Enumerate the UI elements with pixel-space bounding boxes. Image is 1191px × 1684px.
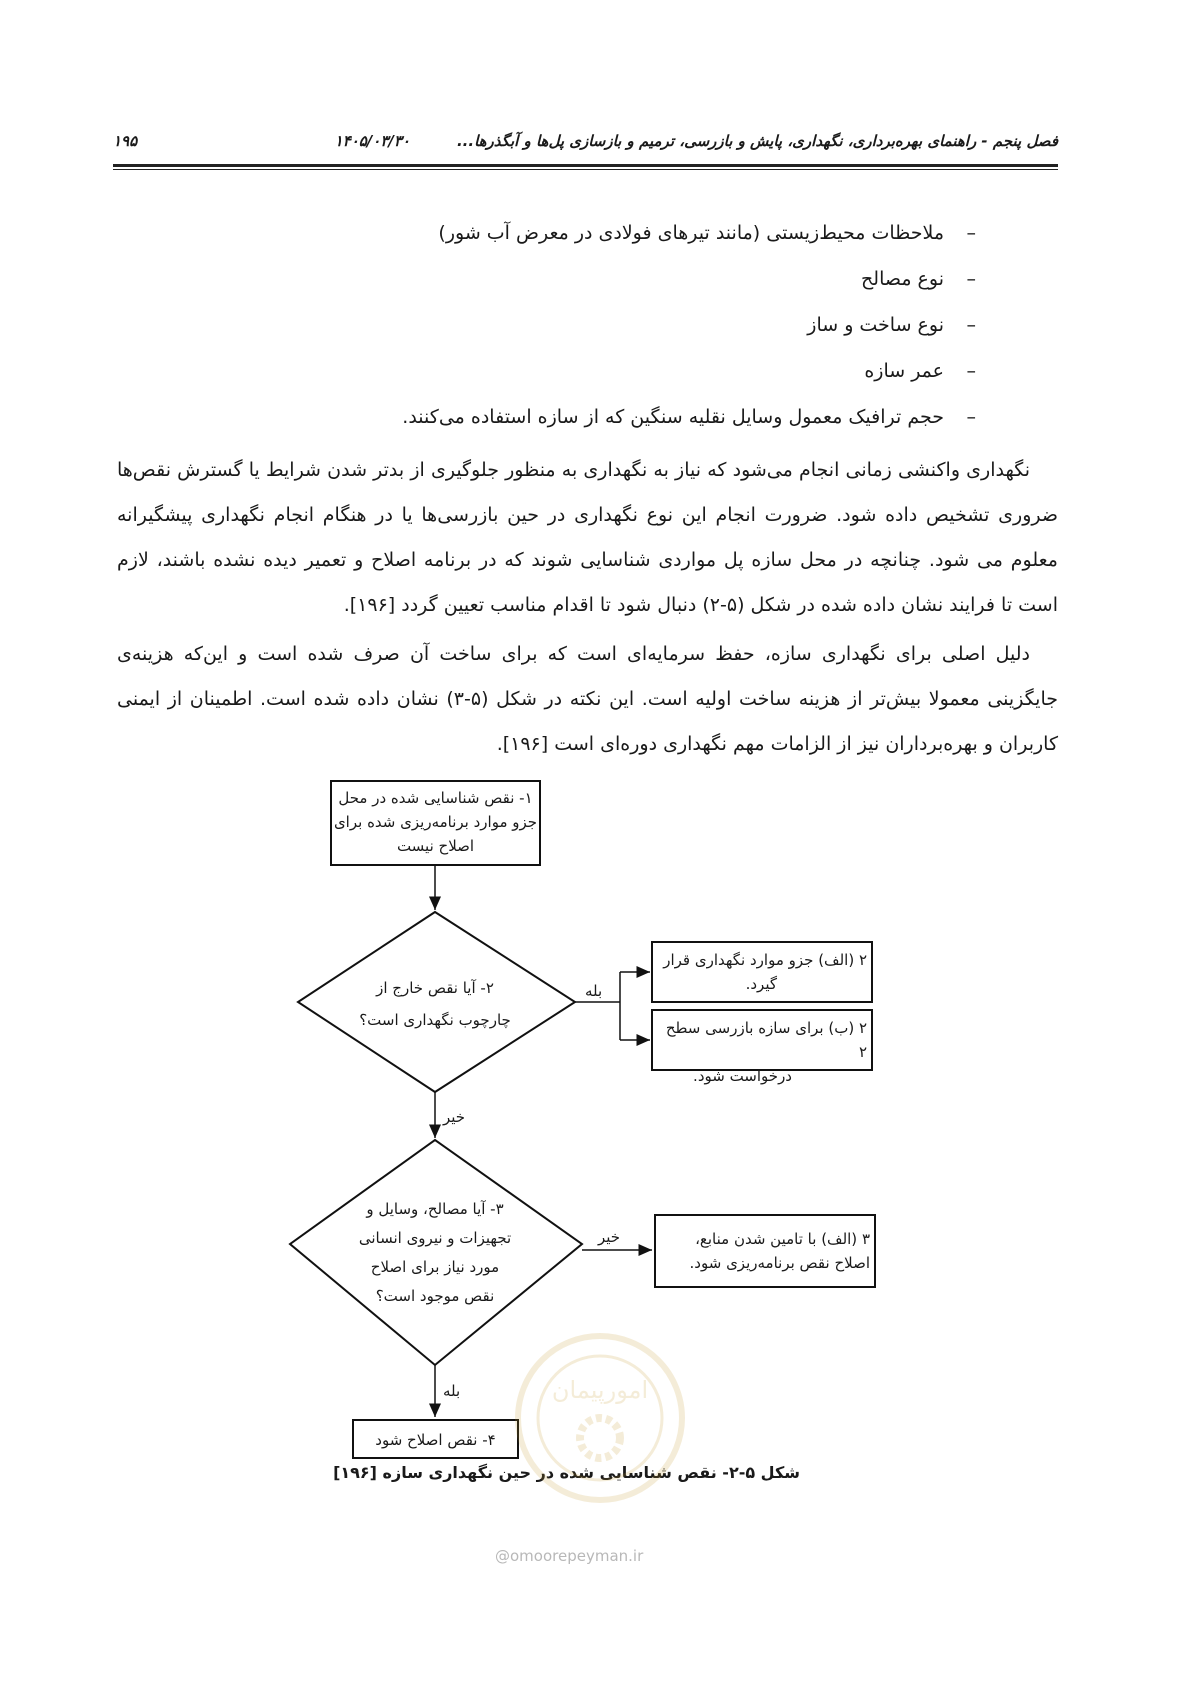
watermark-logo-icon [510,1328,690,1508]
watermark-site: @omoorepeyman.ir [495,1547,644,1565]
header-date: ۱۴۰۵/۰۳/۳۰ [334,132,410,150]
paragraph-maintenance-reason: دلیل اصلی برای نگهداری سازه، حفظ سرمایه‌ای است که برای ساخت آن صرف شده است و این‌که هزینه‌ی جایگزینی معمولا بیش‌تر از هزینه ساخت اولیه است. این نکته در شکل (۵-۳) نشان داده شده است. اطمینان از ایمنی کاربران و بهره‌برداران نیز از الزامات مهم نگهداری دوره‌ای است [۱۹۶]. [117,643,1058,755]
bullet-item: –نوع مصالح [861,268,976,290]
flow-label-no-1: خیر [443,1108,466,1126]
page-number: ۱۹۵ [113,132,138,150]
header-title: فصل پنجم - راهنمای بهره‌برداری، نگهداری، پایش و بازرسی، ترمیم و بازسازی پل‌ها و آبگذرها... [456,132,1058,150]
svg-text:امورپیمان: امورپیمان [551,1376,649,1404]
flow-box-2a-text: ۲ (الف) جزو موارد نگهداری قرار گیرد. [663,951,867,993]
flow-label-yes-2: بله [443,1382,461,1400]
flow-box-4-text: ۴- نقص اصلاح شود [375,1431,496,1449]
paragraph-reactive-maintenance: نگهداری واکنشی زمانی انجام می‌شود که نیاز به نگهداری به منظور جلوگیری از بدتر شدن شرایط یا گسترش نقص‌ها ضروری تشخیص داده شود. ضرورت انجام این نوع نگهداری در حین بازرسی‌ها یا در هنگام انجام نگهداری پیشگیرانه معلوم می شود. چنانچه در محل سازه پل مواردی شناسایی شوند که در برنامه اصلاح و تعمیر دیده نشده باشند، لازم است تا فرایند نشان داده شده در شکل (۵-۲) دنبال شود تا اقدام مناسب تعیین گردد [۱۹۶]. [117,459,1058,616]
flow-label-yes-1: بله [585,982,603,1000]
flow-diamond-3-text: ۳- آیا مصالح، وسایل و تجهیزات و نیروی انسانی مورد نیاز برای اصلاح نقص موجود است؟ [358,1200,512,1305]
flow-box-1-text: ۱- نقص شناسایی شده در محل جزو موارد برنامه‌ریزی شده برای اصلاح نیست [333,789,538,855]
bullet-item: –حجم ترافیک معمول وسایل نقلیه سنگین که از سازه استفاده می‌کنند. [402,406,976,428]
bullet-item: –ملاحظات محیط‌زیستی (مانند تیرهای فولادی در معرض آب شور) [438,222,976,244]
flow-diamond-2-text: ۲- آیا نقص خارج از چارچوب نگهداری است؟ [359,979,511,1029]
bullet-item: –عمر سازه [864,360,976,382]
flow-box-2b-text: ۲ (ب) برای سازه بازرسی سطح ۲ درخواست شود. [665,1019,867,1085]
figure-caption: شکل ۵-۲- نقص شناسایی شده در حین نگهداری سازه [۱۹۶] [333,1463,800,1482]
flow-label-no-2: خیر [598,1228,621,1246]
bullet-item: –نوع ساخت و ساز [807,314,976,336]
flow-box-3a-text: ۳ (الف) با تامین شدن منابع، اصلاح نقص برنامه‌ریزی شود. [689,1230,870,1272]
